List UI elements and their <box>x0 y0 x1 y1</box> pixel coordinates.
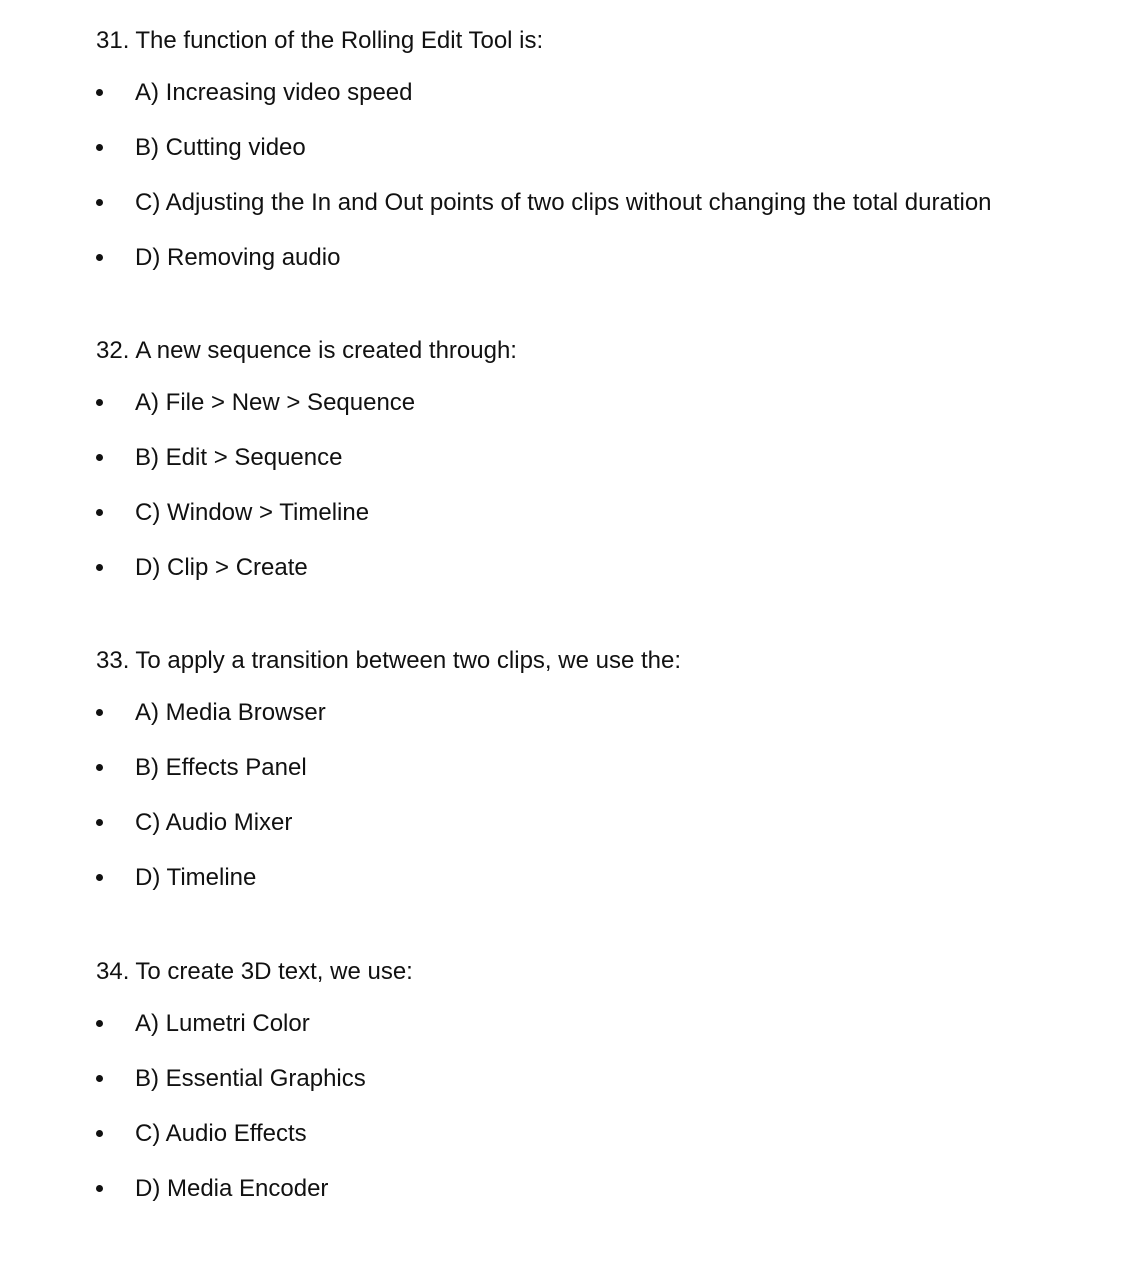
bullet-icon <box>96 874 103 881</box>
option-text: A) File > New > Sequence <box>135 389 416 416</box>
option-text: A) Lumetri Color <box>135 1010 310 1037</box>
option-text: C) Audio Effects <box>135 1120 307 1147</box>
bullet-icon <box>96 564 103 571</box>
question-number: 32. <box>96 337 130 364</box>
bullet-icon <box>96 1130 103 1137</box>
bullet-icon <box>96 454 103 461</box>
question-text: The function of the Rolling Edit Tool is: <box>135 27 544 54</box>
question-title <box>96 644 681 678</box>
question-text: A new sequence is created through: <box>135 337 517 364</box>
bullet-icon <box>96 199 103 206</box>
question-text: To create 3D text, we use: <box>135 958 413 985</box>
option-text: D) Media Encoder <box>135 1175 329 1202</box>
option-text: C) Audio Mixer <box>135 809 293 836</box>
question-number: 34. <box>96 958 130 985</box>
bullet-icon <box>96 709 103 716</box>
bullet-icon <box>96 1185 103 1192</box>
question-number: 33. <box>96 647 130 674</box>
question-number: 31. <box>96 27 130 54</box>
bullet-icon <box>96 89 103 96</box>
bullet-icon <box>96 1075 103 1082</box>
question-text: To apply a transition between two clips, we use the: <box>135 647 682 674</box>
option-text: D) Timeline <box>135 864 257 891</box>
option-text: B) Essential Graphics <box>135 1065 366 1092</box>
option-text: A) Media Browser <box>135 699 326 726</box>
question-title <box>96 955 413 989</box>
bullet-icon <box>96 254 103 261</box>
bullet-icon <box>96 399 103 406</box>
bullet-icon <box>96 819 103 826</box>
question-title <box>96 24 543 58</box>
option-text: C) Adjusting the In and Out points of two clips without changing the total duration <box>135 189 992 216</box>
option-text: B) Edit > Sequence <box>135 444 343 471</box>
option-text: B) Cutting video <box>135 134 306 161</box>
option-text: B) Effects Panel <box>135 754 307 781</box>
bullet-icon <box>96 764 103 771</box>
option-text: A) Increasing video speed <box>135 79 413 106</box>
bullet-icon <box>96 144 103 151</box>
bullet-icon <box>96 1020 103 1027</box>
bullet-icon <box>96 509 103 516</box>
option-text: D) Removing audio <box>135 244 341 271</box>
option-text: D) Clip > Create <box>135 554 308 581</box>
option-text: C) Window > Timeline <box>135 499 370 526</box>
question-title <box>96 334 517 368</box>
